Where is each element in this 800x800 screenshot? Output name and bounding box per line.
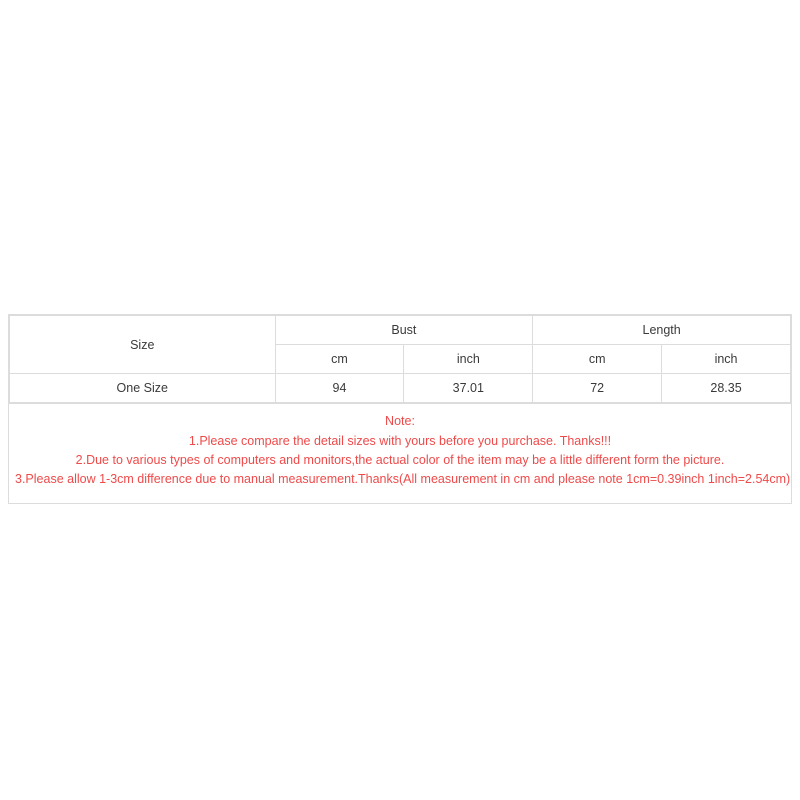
note-line-1: 1.Please compare the detail sizes with yours before you purchase. Thanks!!! <box>188 434 612 448</box>
note-line-3: 3.Please allow 1-3cm difference due to manual measurement.Thanks(All measurement in cm and please note 1cm=0.39inch 1inch=2.54cm) <box>15 472 791 486</box>
header-size: Size <box>10 316 276 374</box>
header-group-length: Length <box>533 316 791 345</box>
cell-length-inch: 28.35 <box>662 374 791 403</box>
cell-bust-inch: 37.01 <box>404 374 533 403</box>
table-header-row-groups <box>10 316 791 345</box>
size-chart-table <box>9 315 791 403</box>
note-title: Note: <box>385 414 415 428</box>
cell-bust-cm: 94 <box>275 374 404 403</box>
header-group-bust: Bust <box>275 316 533 345</box>
header-bust-inch: inch <box>404 345 533 374</box>
cell-length-cm: 72 <box>533 374 662 403</box>
header-length-inch: inch <box>662 345 791 374</box>
header-length-cm: cm <box>533 345 662 374</box>
table-row <box>10 374 791 403</box>
note-line-2: 2.Due to various types of computers and monitors,the actual color of the item may be a little different form the picture. <box>75 453 725 467</box>
cell-size-label: One Size <box>10 374 276 403</box>
size-chart-panel <box>8 314 792 504</box>
note-block <box>9 403 791 503</box>
header-bust-cm: cm <box>275 345 404 374</box>
